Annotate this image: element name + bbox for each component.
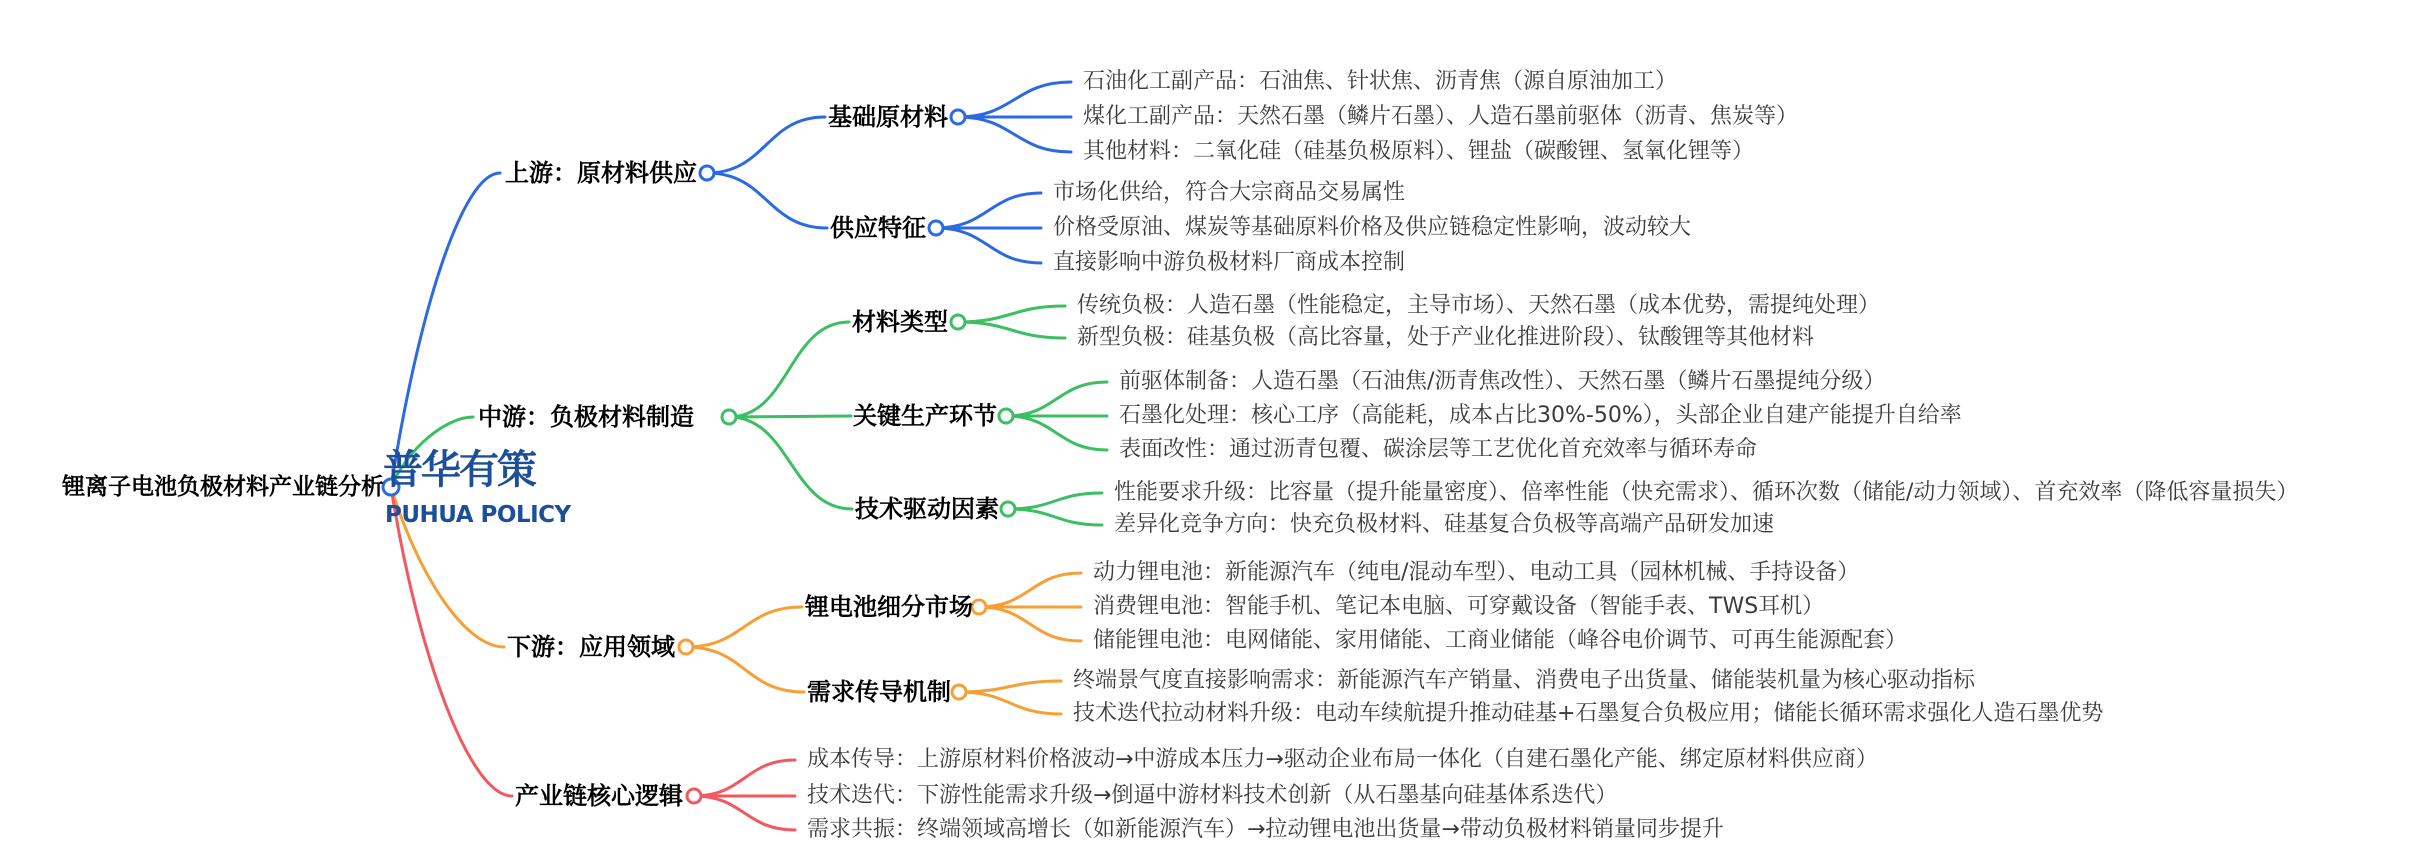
node-toggle-circle[interactable] [687, 789, 701, 803]
branch-curve [707, 117, 825, 173]
leaf-terminal-demand: 终端景气度直接影响需求：新能源汽车产销量、消费电子出货量、储能装机量为核心驱动指标 [1073, 668, 1976, 693]
node-toggle-circle[interactable] [951, 110, 965, 124]
branch-curve [959, 692, 1061, 714]
node-toggle-circle[interactable] [1001, 502, 1015, 516]
branch-curve [694, 796, 795, 830]
puhua-logo: 普华有策 [383, 447, 535, 493]
leaf-cost-transmission: 成本传导：上游原材料价格波动→中游成本压力→驱动企业布局一体化（自建石墨化产能、绑定原材料供应商） [807, 747, 1878, 772]
leaf-coal-chemical-byproducts: 煤化工副产品：天然石墨（鳞片石墨）、人造石墨前驱体（沥青、焦炭等） [1083, 104, 1799, 129]
leaf-power-battery: 动力锂电池：新能源汽车（纯电/混动车型）、电动工具（园林机械、手持设备） [1093, 560, 1860, 585]
puhua-logo-subtitle: PUHUA POLICY [385, 502, 571, 528]
branch-curve [979, 573, 1081, 607]
topic-chain-logic[interactable]: 产业链核心逻辑 [515, 782, 683, 810]
node-toggle-circle[interactable] [952, 685, 966, 699]
branch-curve [936, 193, 1041, 228]
leaf-price-volatility: 价格受原油、煤炭等基础原料价格及供应链稳定性影响，波动较大 [1053, 215, 1692, 240]
root-topic[interactable]: 锂离子电池负极材料产业链分析 [62, 474, 384, 500]
branch-curve [1006, 382, 1107, 416]
leaf-other-materials: 其他材料：二氧化硅（硅基负极原料）、锂盐（碳酸锂、氢氧化锂等） [1083, 139, 1755, 164]
leaf-consumer-battery: 消费锂电池：智能手机、笔记本电脑、可穿戴设备（智能手表、TWS耳机） [1093, 594, 1825, 619]
node-toggle-circle[interactable] [700, 166, 714, 180]
leaf-graphitization: 石墨化处理：核心工序（高能耗，成本占比30%-50%），头部企业自建产能提升自给率 [1119, 403, 1962, 428]
leaf-new-anode: 新型负极：硅基负极（高比容量，处于产业化推进阶段）、钛酸锂等其他材料 [1077, 325, 1815, 350]
topic-battery-segments[interactable]: 锂电池细分市场 [805, 593, 973, 621]
leaf-market-supply: 市场化供给，符合大宗商品交易属性 [1053, 180, 1406, 205]
branch-curve [958, 82, 1071, 117]
branch-curve [391, 173, 500, 487]
node-toggle-circle[interactable] [929, 221, 943, 235]
branch-curve [686, 647, 804, 692]
branch-curve [729, 416, 851, 417]
branch-curve [979, 607, 1081, 641]
branch-curve [958, 322, 1065, 338]
branch-curve [686, 607, 802, 647]
node-toggle-circle[interactable] [999, 409, 1013, 423]
leaf-differentiated-competition: 差异化竞争方向：快充负极材料、硅基复合负极等高端产品研发加速 [1114, 512, 1775, 537]
node-toggle-circle[interactable] [951, 315, 965, 329]
topic-material-types[interactable]: 材料类型 [852, 308, 948, 336]
leaf-performance-upgrade: 性能要求升级：比容量（提升能量密度）、倍率性能（快充需求）、循环次数（储能/动力领域）、首充效率（降低容量损失） [1114, 480, 2299, 505]
node-toggle-circle[interactable] [972, 600, 986, 614]
branch-curve [391, 487, 512, 796]
branch-curve [694, 760, 795, 796]
branch-curve [729, 322, 849, 417]
leaf-cost-impact: 直接影响中游负极材料厂商成本控制 [1053, 250, 1406, 275]
branch-curve [1008, 493, 1102, 509]
node-toggle-circle[interactable] [679, 640, 693, 654]
leaf-traditional-anode: 传统负极：人造石墨（性能稳定，主导市场）、天然石墨（成本优势，需提纯处理） [1077, 293, 1881, 318]
leaf-storage-battery: 储能锂电池：电网储能、家用储能、工商业储能（峰谷电价调节、可再生能源配套） [1093, 628, 1908, 653]
topic-downstream[interactable]: 下游：应用领域 [507, 633, 675, 661]
leaf-surface-modification: 表面改性：通过沥青包覆、碳涂层等工艺优化首充效率与循环寿命 [1119, 437, 1758, 462]
leaf-demand-resonance: 需求共振：终端领域高增长（如新能源汽车）→拉动锂电池出货量→带动负极材料销量同步提升 [807, 817, 1724, 842]
leaf-tech-iteration-upgrade: 技术迭代拉动材料升级：电动车续航提升推动硅基+石墨复合负极应用；储能长循环需求强化人造石墨优势 [1073, 701, 2104, 726]
topic-upstream[interactable]: 上游：原材料供应 [505, 159, 697, 187]
leaf-tech-iteration: 技术迭代：下游性能需求升级→倒逼中游材料技术创新（从石墨基向硅基体系迭代） [807, 783, 1618, 808]
branch-curve [958, 117, 1071, 152]
leaf-precursor-preparation: 前驱体制备：人造石墨（石油焦/沥青焦改性）、天然石墨（鳞片石墨提纯分级） [1119, 369, 1886, 394]
topic-base-materials[interactable]: 基础原材料 [828, 103, 948, 131]
branch-curve [959, 681, 1061, 692]
topic-supply-traits[interactable]: 供应特征 [830, 214, 926, 242]
topic-tech-drivers[interactable]: 技术驱动因素 [855, 495, 999, 523]
leaf-petrochemical-byproducts: 石油化工副产品：石油焦、针状焦、沥青焦（源自原油加工） [1083, 69, 1678, 94]
node-toggle-circle[interactable] [722, 410, 736, 424]
branch-curve [936, 228, 1041, 263]
topic-demand-transmission[interactable]: 需求传导机制 [807, 678, 951, 706]
topic-production-steps[interactable]: 关键生产环节 [853, 402, 997, 430]
topic-midstream[interactable]: 中游：负极材料制造 [478, 403, 694, 431]
branch-curve [707, 173, 827, 228]
branch-curve [729, 417, 852, 509]
branch-curve [958, 306, 1065, 322]
branch-curve [1006, 416, 1107, 450]
branch-curve [1008, 509, 1102, 525]
